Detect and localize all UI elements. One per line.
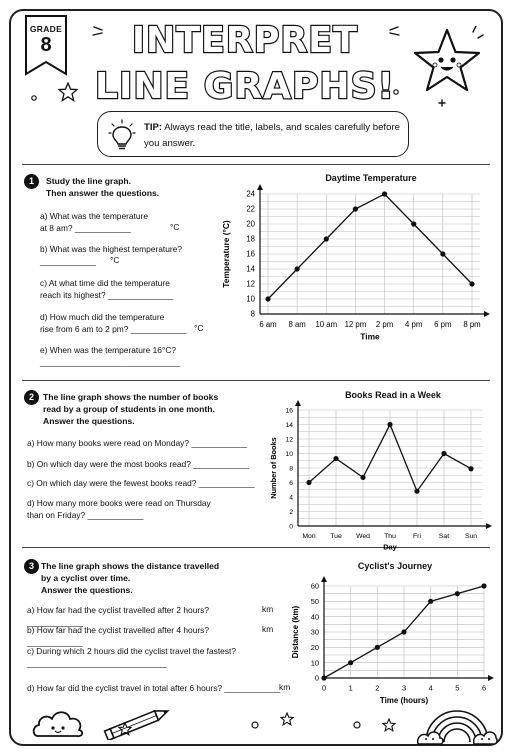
question-number: 1 <box>24 174 39 189</box>
cyclist-line-chart <box>288 574 498 708</box>
title-line-2: LINE GRAPHS! <box>95 66 395 104</box>
data-point <box>333 456 338 461</box>
y-tick-label: 14 <box>285 421 293 429</box>
y-tick-label: 18 <box>246 234 255 244</box>
data-point <box>468 466 473 471</box>
x-tick-label: Thu <box>384 532 396 540</box>
x-tick-label: 5 <box>455 683 460 693</box>
dot-icon <box>352 720 362 730</box>
data-point <box>265 296 270 301</box>
rainbow-icon <box>416 698 498 746</box>
data-point <box>387 422 392 427</box>
chart-title: Daytime Temperature <box>325 173 417 183</box>
star-outline-icon <box>58 82 78 102</box>
x-tick-label: 1 <box>348 683 353 693</box>
books-line-chart <box>268 400 492 550</box>
data-point <box>401 629 406 634</box>
x-tick-label: 8 pm <box>463 319 481 329</box>
x-tick-label: Tue <box>330 532 342 540</box>
y-tick-label: 22 <box>246 204 255 214</box>
section-intro: Study the line graph. Then answer the questions. <box>46 176 160 198</box>
question-number: 2 <box>24 390 39 405</box>
data-point <box>441 451 446 456</box>
x-tick-label: Wed <box>356 532 370 540</box>
question-unit: °C <box>194 323 204 333</box>
y-tick-label: 0 <box>314 673 319 683</box>
section-divider <box>22 164 490 165</box>
x-tick-label: 4 pm <box>405 319 423 329</box>
y-tick-label: 4 <box>289 494 293 502</box>
data-point <box>382 191 387 196</box>
y-tick-label: 8 <box>289 465 293 473</box>
data-point <box>375 645 380 650</box>
y-tick-label: 10 <box>246 294 255 304</box>
y-tick-label: 10 <box>310 658 319 668</box>
x-tick-label: Sat <box>438 532 450 540</box>
data-point <box>321 675 326 680</box>
data-point <box>481 583 486 588</box>
x-tick-label: Fri <box>413 532 421 540</box>
data-point <box>455 591 460 596</box>
x-tick-label: 6 <box>481 683 487 693</box>
grade-label: GRADE <box>29 24 63 34</box>
dot-icon <box>250 720 260 730</box>
x-tick-label: 2 pm <box>375 319 394 329</box>
question-item: e) When was the temperature 16°C? ______________________________ <box>40 345 180 367</box>
data-point <box>360 475 365 480</box>
question-item: c) During which 2 hours did the cyclist travel the fastest? ______________________________ <box>27 646 237 668</box>
data-point <box>306 480 311 485</box>
y-tick-label: 20 <box>310 642 319 652</box>
chart-title: Books Read in a Week <box>345 390 441 400</box>
y-axis-arrow <box>295 400 301 406</box>
x-tick-label: 8 am <box>288 319 306 329</box>
y-tick-label: 12 <box>285 436 293 444</box>
y-tick-label: 30 <box>310 627 319 637</box>
sparkle-lines-icon <box>382 24 400 38</box>
grade-number: 8 <box>40 34 52 56</box>
question-item: c) On which day were the fewest books read? ____________ <box>27 478 255 488</box>
y-tick-label: 8 <box>250 309 255 319</box>
question-item: a) How many books were read on Monday? ____________ <box>27 438 248 448</box>
data-point <box>428 599 433 604</box>
x-tick-label: 6 pm <box>434 319 452 329</box>
question-unit: km <box>262 604 274 614</box>
smiling-star-icon <box>410 26 484 112</box>
data-point <box>440 251 445 256</box>
y-tick-label: 20 <box>246 219 255 229</box>
x-axis-arrow <box>484 311 490 317</box>
y-axis-label: Temperature (°C) <box>221 220 231 288</box>
x-tick-label: 2 <box>375 683 380 693</box>
title-line-1: INTERPRET <box>132 20 358 61</box>
section-intro: The line graph shows the distance travelled by a cyclist over time. Answer the questions. <box>41 561 220 595</box>
question-unit: °C <box>110 255 120 265</box>
grade-badge <box>24 14 68 76</box>
pencil-icon <box>100 706 176 740</box>
y-tick-label: 12 <box>246 279 255 289</box>
x-tick-label: 10 am <box>315 319 338 329</box>
star-outline-icon <box>280 712 294 726</box>
question-item: d) How far did the cyclist travel in total after 6 hours? ____________ <box>27 683 281 693</box>
x-axis-label: Time (hours) <box>379 695 429 705</box>
data-point <box>295 266 300 271</box>
x-axis-label: Time <box>360 331 380 342</box>
tip-box <box>97 111 409 157</box>
data-point <box>411 221 416 226</box>
y-axis-label: Number of Books <box>269 437 278 499</box>
star-outline-icon <box>118 722 132 736</box>
question-item: d) How many more books were read on Thursday than on Friday? ____________ <box>27 498 211 520</box>
chart-title: Cyclist's Journey <box>357 561 433 571</box>
y-tick-label: 2 <box>289 508 293 516</box>
y-tick-label: 24 <box>246 189 255 199</box>
y-tick-label: 40 <box>310 612 319 622</box>
y-tick-label: 50 <box>310 596 319 606</box>
question-unit: km <box>262 624 274 634</box>
x-tick-label: 12 pm <box>344 319 367 329</box>
dot-icon <box>30 94 38 102</box>
y-axis-arrow <box>321 576 327 582</box>
section-divider <box>22 380 490 381</box>
question-item: a) What was the temperature at 8 am? ____________ <box>40 211 148 233</box>
y-tick-label: 0 <box>289 523 293 531</box>
sparkle-lines-icon <box>92 24 112 38</box>
tip-body: Always read the title, labels, and scales carefully before you answer. <box>144 122 400 149</box>
x-axis-arrow <box>486 523 492 529</box>
section-intro: The line graph shows the number of books read by a group of students in one month. Answer the questions. <box>43 392 219 426</box>
question-item: c) At what time did the temperature reach its highest? ______________ <box>40 278 174 300</box>
x-tick-label: Sun <box>464 532 478 540</box>
x-axis-label: Day <box>383 542 397 552</box>
star-outline-icon <box>382 718 396 732</box>
x-tick-label: 4 <box>428 683 433 693</box>
y-tick-label: 14 <box>246 264 255 274</box>
question-item: a) How far had the cyclist travelled after 2 hours? ____________ <box>27 605 210 627</box>
y-tick-label: 6 <box>289 479 293 487</box>
dot-icon <box>392 88 400 96</box>
tip-text <box>144 120 406 152</box>
data-point <box>469 281 474 286</box>
question-unit: °C <box>170 222 180 232</box>
temperature-line-chart <box>218 182 494 366</box>
tip-label: TIP: <box>144 122 163 133</box>
question-item: d) How much did the temperature rise from 6 am to 2 pm? ____________ <box>40 312 187 334</box>
data-point <box>353 206 358 211</box>
x-tick-label: 3 <box>401 683 407 693</box>
y-tick-label: 10 <box>285 450 293 458</box>
x-axis-arrow <box>488 675 494 681</box>
question-unit: km <box>279 682 291 692</box>
x-tick-label: 0 <box>321 683 327 693</box>
data-point <box>348 660 353 665</box>
lightbulb-icon <box>108 118 136 152</box>
y-axis-arrow <box>257 184 263 190</box>
question-item: b) How far had the cyclist travelled after 4 hours? ____________ <box>27 625 210 647</box>
data-point <box>324 236 329 241</box>
page-title <box>85 14 405 104</box>
y-axis-label: Distance (km) <box>291 605 300 659</box>
y-tick-label: 16 <box>285 407 293 415</box>
cloud-icon <box>30 704 86 740</box>
question-item: b) On which day were the most books read? ____________ <box>27 459 250 469</box>
x-tick-label: 6 am <box>259 319 277 329</box>
y-tick-label: 16 <box>246 249 255 259</box>
y-tick-label: 60 <box>310 581 319 591</box>
data-point <box>414 489 419 494</box>
question-number: 3 <box>24 559 39 574</box>
question-item: b) What was the highest temperature? ____________ <box>40 244 182 266</box>
x-tick-label: Mon <box>302 532 316 540</box>
